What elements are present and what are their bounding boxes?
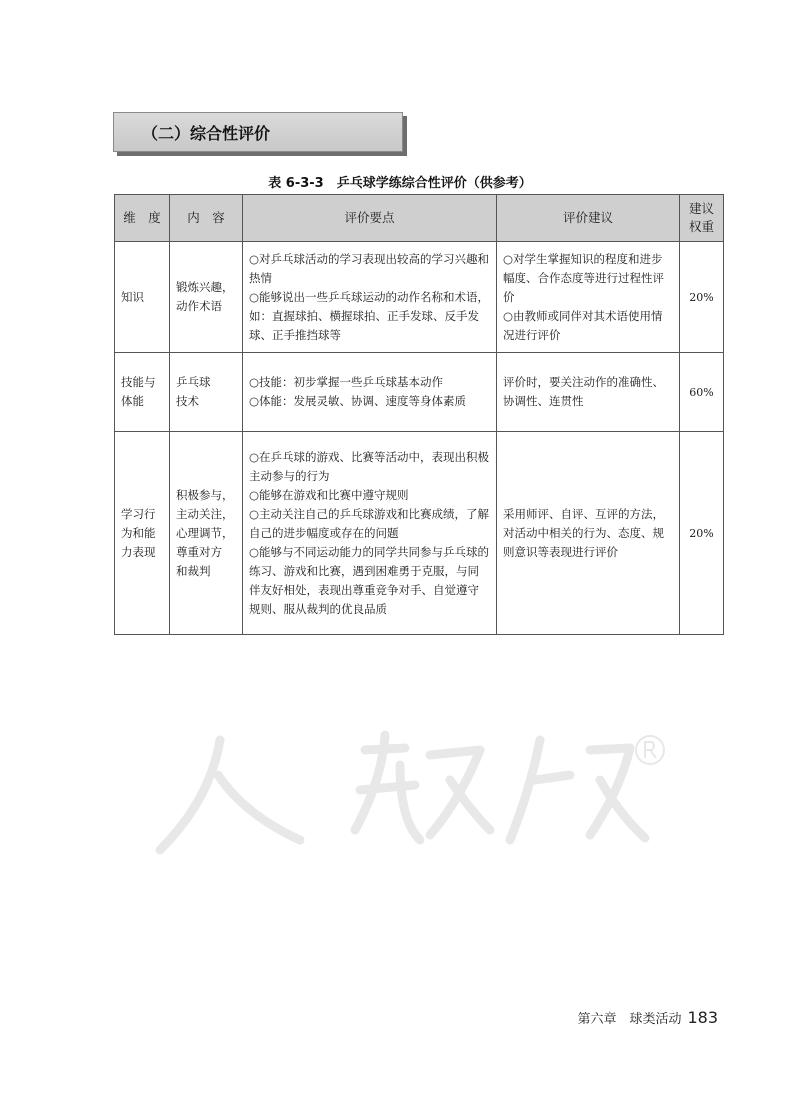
suggestion-item: 评价时，要关注动作的准确性、协调性、连贯性: [503, 375, 664, 408]
point-item: ○能够说出一些乒乓球运动的动作名称和术语，如：直握球拍、横握球拍、正手发球、反手发球、正手推挡球等: [249, 289, 490, 342]
cell-content: 锻炼兴趣， 动作术语: [170, 242, 243, 353]
table-row: [115, 242, 724, 353]
page-number: 183: [687, 1008, 718, 1027]
header-suggestion: 评价建议: [497, 195, 680, 242]
point-item: ○能够在游戏和比赛中遵守规则: [249, 487, 409, 502]
publisher-watermark: [150, 720, 670, 870]
cell-points: [243, 432, 497, 635]
table-row: [115, 432, 724, 635]
table-row: [115, 353, 724, 432]
cell-dimension: 技能与 体能: [115, 353, 170, 432]
cell-suggestion: [497, 242, 680, 353]
point-item: ○体能：发展灵敏、协调、速度等身体素质: [249, 394, 467, 408]
cell-weight: 20%: [680, 242, 724, 353]
chapter-label: 第六章 球类活动: [577, 1012, 682, 1027]
header-weight: 建议 权重: [680, 195, 724, 242]
header-content: 内 容: [170, 195, 243, 242]
cell-dimension: 学习行 为和能 力表现: [115, 432, 170, 635]
cell-dimension: 知识: [115, 242, 170, 353]
header-points: 评价要点: [243, 195, 497, 242]
cell-suggestion: [497, 432, 680, 635]
table-header-row: [115, 195, 724, 242]
point-item: ○在乒乓球的游戏、比赛等活动中，表现出积极主动参与的行为: [249, 449, 490, 483]
cell-points: [243, 242, 497, 353]
suggestion-item: ○对学生掌握知识的程度和进步幅度、合作态度等进行过程性评价: [503, 251, 664, 304]
header-dimension: 维 度: [115, 195, 170, 242]
section-heading: （二）综合性评价: [113, 112, 403, 152]
suggestion-item: ○由教师或同伴对其术语使用情况进行评价: [503, 308, 663, 342]
cell-weight: 60%: [680, 353, 724, 432]
point-item: ○技能：初步掌握一些乒乓球基本动作: [249, 375, 444, 389]
cell-suggestion: [497, 353, 680, 432]
cell-content: 积极参与， 主动关注， 心理调节， 尊重对方 和裁判: [170, 432, 243, 635]
cell-points: [243, 353, 497, 432]
cell-content: 乒乓球 技术: [170, 353, 243, 432]
point-item: ○对乒乓球活动的学习表现出较高的学习兴趣和热情: [249, 251, 490, 285]
evaluation-table: [114, 194, 724, 635]
table-caption: 表 6-3-3 乒乓球学练综合性评价（供参考）: [268, 176, 532, 191]
point-item: ○能够与不同运动能力的同学共同参与乒乓球的练习、游戏和比赛，遇到困难勇于克服，与同伴友好相处，表现出尊重竞争对手、自觉遵守规则、服从裁判的优良品质: [249, 544, 490, 616]
point-item: ○主动关注自己的乒乓球游戏和比赛成绩，了解自己的进步幅度或存在的问题: [249, 506, 490, 540]
suggestion-item: 采用师评、自评、互评的方法，对活动中相关的行为、态度、规则意识等表现进行评价: [503, 506, 664, 559]
page-footer: [577, 1008, 718, 1027]
cell-weight: 20%: [680, 432, 724, 635]
